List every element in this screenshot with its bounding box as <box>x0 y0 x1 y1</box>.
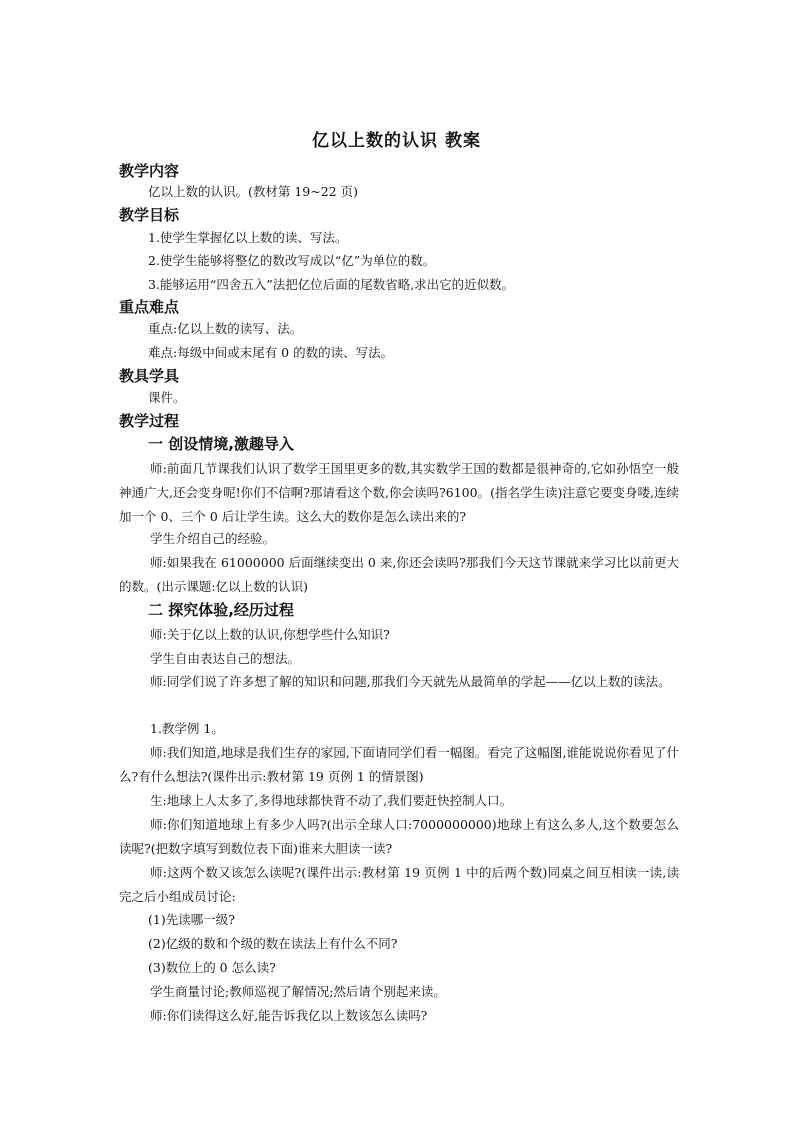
paragraph: 学生自由表达自己的想法。 <box>150 651 301 666</box>
paragraph: 师:如果我在 61000000 后面继续变出 0 来,你还会读吗?那我们今天这节课就来学习比以前更大的数。(出示课题:亿以上数的认识) <box>119 555 679 594</box>
goal-item-3: 3.能够运用“四舍五入”法把亿位后面的尾数省略,求出它的近似数。 <box>148 277 515 292</box>
goal-item-2: 2.使学生能够将整亿的数改写成以“亿”为单位的数。 <box>148 253 436 268</box>
heading-tools: 教具学具 <box>119 367 180 385</box>
tools-text: 课件。 <box>148 390 186 405</box>
paragraph: 学生商量讨论;教师巡视了解情况;然后请个别起来读。 <box>150 984 446 999</box>
goal-item-1: 1.使学生掌握亿以上数的读、写法。 <box>148 230 348 245</box>
paragraph: 师:你们知道地球上有多少人吗?(出示全球人口:7000000000)地球上有这么多人,这个数要怎么读呢?(把数字填写到数位表下面)谁来大胆读一读? <box>119 817 679 856</box>
paragraph: 师:前面几节课我们认识了数学王国里更多的数,其实数学王国的数都是很神奇的,它如孙悟空一般神通广大,还会变身呢!你们不信啊?那请看这个数,你会读吗?6100。(指名学生读)注意它要变身喽,连续加一个 0、三个 0 后让学生读。这么大的数你是怎么读出来的? <box>119 461 679 524</box>
question-2: (2)亿级的数和个级的数在读法上有什么不同? <box>148 936 398 951</box>
question-3: (3)数位上的 0 怎么读? <box>148 960 276 975</box>
question-1: (1)先读哪一级? <box>148 912 235 927</box>
paragraph: 师:关于亿以上数的认识,你想学些什么知识? <box>150 627 390 642</box>
paragraph: 师:我们知道,地球是我们生存的家园,下面请同学们看一幅图。看完了这幅图,谁能说说你看见了什么?有什么想法?(课件出示:教材第 19 页例 1 的情景图) <box>119 745 679 784</box>
difficulty-text: 难点:每级中间或末尾有 0 的数的读、写法。 <box>148 345 394 360</box>
paragraph: 1.教学例 1。 <box>150 721 224 736</box>
heading-goals: 教学目标 <box>119 206 180 224</box>
subheading-part1: 一 创设情境,激趣导入 <box>148 435 294 453</box>
heading-key-points: 重点难点 <box>119 298 180 316</box>
page-title: 亿以上数的认识 教案 <box>312 131 481 151</box>
subheading-part2: 二 探究体验,经历过程 <box>148 601 294 619</box>
paragraph: 生:地球上人太多了,多得地球都快背不动了,我们要赶快控制人口。 <box>150 793 513 808</box>
paragraph: 师:同学们说了许多想了解的知识和问题,那我们今天就先从最简单的学起——亿以上数的读法。 <box>150 674 671 689</box>
heading-process: 教学过程 <box>119 412 180 430</box>
paragraph: 师:你们读得这么好,能告诉我亿以上数该怎么读吗? <box>150 1008 428 1023</box>
paragraph: 师:这两个数又该怎么读呢?(课件出示:教材第 19 页例 1 中的后两个数)同桌之间互相读一读,读完之后小组成员讨论: <box>119 865 679 904</box>
content-text: 亿以上数的认识。(教材第 19~22 页) <box>148 184 358 199</box>
heading-content: 教学内容 <box>119 162 180 180</box>
key-point-text: 重点:亿以上数的读写、法。 <box>148 321 303 336</box>
paragraph: 学生介绍自己的经验。 <box>150 531 276 546</box>
